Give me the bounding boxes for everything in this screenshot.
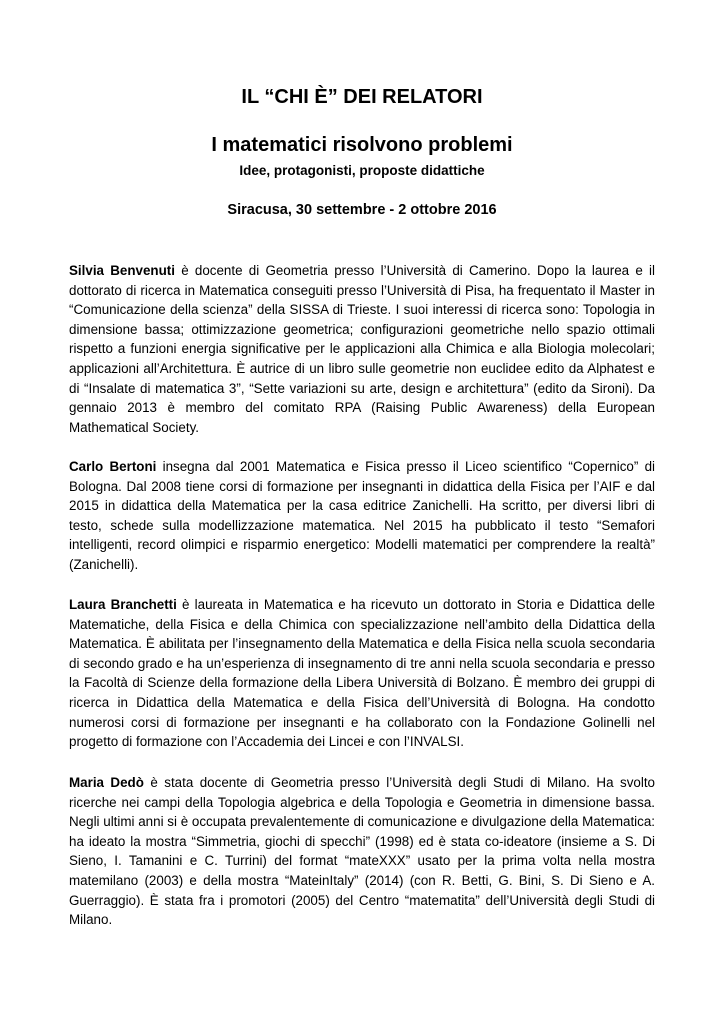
speaker-bio [69, 773, 655, 930]
speaker-name: Laura Branchetti [69, 597, 177, 612]
speaker-bio-text: è laureata in Matematica e ha ricevuto un dottorato in Storia e Didattica delle Matematiche, della Fisica e della Chimica con specializzazione nell’ambito della Didattica della Matematica. È abilitata per l’insegnamento della Matematica e della Fisica nella scuola secondaria di secondo grado e ha un’esperienza di insegnamento di tre anni nella scuola secondaria e presso la Facoltà di Scienze della formazione della Libera Università di Bolzano. È membro dei gruppi di ricerca in Didattica della Matematica e della Fisica dell’Università di Bologna. Ha condotto numerosi corsi di formazione per insegnanti e ha collaborato con la Fondazione Golinelli nel progetto di formazione con l’Accademia dei Lincei e con l’INVALSI. [69, 597, 656, 750]
event-tagline: Idee, protagonisti, proposte didattiche [239, 163, 485, 178]
speaker-bio [69, 457, 655, 575]
speaker-name: Carlo Bertoni [69, 459, 157, 474]
speaker-name: Maria Dedò [69, 775, 144, 790]
speaker-bio-text: è stata docente di Geometria presso l’Università degli Studi di Milano. Ha svolto ricerche nei campi della Topologia algebrica e della Topologia e Geometria in dimensione bassa. Negli ultimi anni si è occupata prevalentemente di comunicazione e divulgazione della Matematica: ha ideato la mostra “Simmetria, giochi di specchi” (1998) ed è stata co-ideatore (insieme a S. Di Sieno, I. Tamanini e C. Turrini) del format “mateXXX” usato per la prima volta nella mostra matemilano (2003) e della mostra “MateinItaly” (2014) (con R. Betti, G. Bini, S. Di Sieno e A. Guerraggio). È stata fra i promotori (2005) del Centro “matematita” dell’Università degli Studi di Milano. [69, 775, 655, 928]
speaker-bio [69, 261, 655, 437]
event-title: I matematici risolvono problemi [211, 134, 513, 156]
speaker-name: Silvia Benvenuti [69, 263, 175, 278]
speaker-bio [69, 595, 655, 752]
event-place-date: Siracusa, 30 settembre - 2 ottobre 2016 [227, 202, 497, 218]
document-title: IL “CHI È” DEI RELATORI [241, 86, 483, 108]
speaker-bio-text: è docente di Geometria presso l’Università di Camerino. Dopo la laurea e il dottorato di ricerca in Matematica conseguiti presso l’Università di Pisa, ha frequentato il Master in “Comunicazione della scienza” della SISSA di Trieste. I suoi interessi di ricerca sono: Topologia in dimensione bassa; ottimizzazione geometrica; configurazioni geometriche nello spazio ottimali rispetto a funzioni energia significative per le applicazioni alla Chimica e alla Biologia molecolari; applicazioni all’Architettura. È autrice di un libro sulle geometrie non euclidee edito da Alphatest e di “Insalate di matematica 3”, “Sette variazioni su arte, design e architettura” (edito da Sironi). Da gennaio 2013 è membro del comitato RPA (Raising Public Awareness) della European Mathematical Society. [69, 263, 656, 435]
speaker-bio-text: insegna dal 2001 Matematica e Fisica presso il Liceo scientifico “Copernico” di Bologna. Dal 2008 tiene corsi di formazione per insegnanti in didattica della Fisica per l’AIF e dal 2015 in didattica della Matematica per la casa editrice Zanichelli. Ha scritto, per diversi libri di testo, schede sulla modellizzazione matematica. Nel 2015 ha pubblicato il testo “Semafori intelligenti, record olimpici e risparmio energetico: Modelli matematici per comprendere la realtà” (Zanichelli). [69, 459, 655, 572]
